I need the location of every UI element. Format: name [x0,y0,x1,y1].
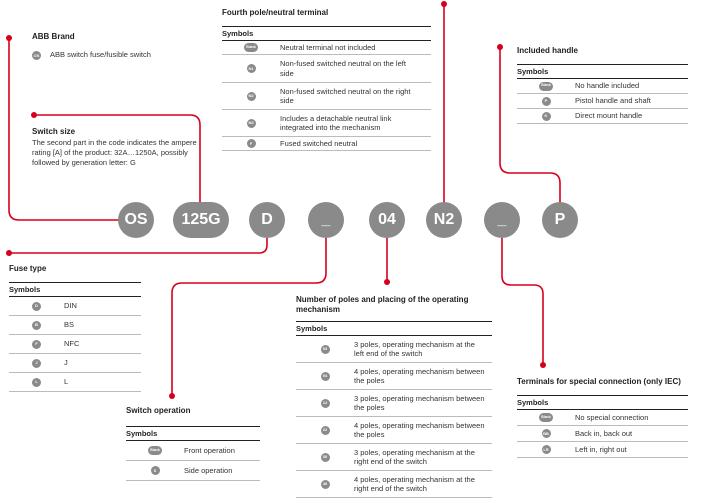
table-row [9,373,141,392]
row-text: 3 poles, operating mechanism at the left end of the switch [354,339,475,358]
connector-dot-switch-size [31,112,37,118]
symbol-badge: Blank [148,446,162,455]
abb-brand-title: ABB Brand [32,32,75,41]
symbol-badge: 03 [321,345,330,354]
row-text: Side operation [184,465,233,475]
symbol-badge: Blank [244,43,258,52]
abb-brand-row [32,50,151,60]
table-row [222,137,431,151]
table-row [296,363,492,390]
row-text: 3 poles, operating mechanism at the right end of the switch [354,447,475,466]
table-row [222,55,431,83]
terminals-table [517,395,688,458]
row-text: NFC [64,339,80,349]
fourth-pole-table-header: Symbols [222,26,431,41]
row-text: Pistol handle and shaft [575,96,651,106]
connector-dot-switch-operation [169,393,175,399]
table-row [9,335,141,354]
code-switch-operation: _ [308,202,344,238]
symbol-badge: B [32,321,41,330]
symbol-badge: D [32,302,41,311]
connector-dot-fuse-type [6,250,12,256]
symbol-badge: BB [542,429,551,438]
symbol-badge: J [32,359,41,368]
row-text: Fused switched neutral [280,138,358,148]
connector-dot-handle [497,44,503,50]
terminals-title: Terminals for special connection (only IEC) [517,377,681,386]
table-row [9,297,141,316]
row-text: 3 poles, operating mechanism between the poles [354,393,485,412]
switch-operation-table [126,426,260,481]
row-text: Includes a detachable neutral link integrated into the mechanism [280,113,392,132]
code-handle: P [542,202,578,238]
code-fourth-pole: N2 [426,202,462,238]
connector-dot-fourth-pole [441,1,447,7]
handle-title: Included handle [517,46,578,55]
table-row [222,83,431,110]
connector-fuse-type [9,238,267,253]
table-row [296,417,492,444]
symbol-badge: F [32,340,41,349]
symbol-badge: L [32,378,41,387]
symbol-badge: 40 [321,480,330,489]
symbol-badge: Blank [539,413,553,422]
table-row [126,461,260,481]
handle-table [517,64,688,124]
poles-title: Number of poles and placing of the operating mechanism [296,295,469,314]
table-row [517,426,688,442]
connector-dot-poles [384,279,390,285]
table-row [296,444,492,471]
table-row [222,110,431,137]
switch-operation-table-header: Symbols [126,426,260,441]
row-text: Front operation [184,445,235,455]
symbol-badge: 22 [321,426,330,435]
row-text: 4 poles, operating mechanism between the poles [354,366,485,385]
code-terminals: _ [484,202,520,238]
symbol-badge: P [542,97,551,106]
symbol-badge: 12 [321,399,330,408]
row-text: Non-fused switched neutral on the left side [280,59,406,78]
row-text: Neutral terminal not included [280,42,376,52]
abb-brand-text: ABB switch fuse/fusible switch [50,50,151,59]
fourth-pole-title: Fourth pole/neutral terminal [222,8,329,17]
table-row [517,94,688,109]
abb-brand-badge: OS [33,52,40,58]
fuse-type-table-header: Symbols [9,282,141,297]
row-text: Back in, back out [575,428,633,438]
table-row [9,316,141,335]
symbol-badge: Blank [539,82,553,91]
terminals-table-header: Symbols [517,395,688,410]
table-row [126,441,260,461]
switch-operation-title: Switch operation [126,406,191,415]
symbol-badge: 30 [321,453,330,462]
symbol-badge: N2 [247,92,256,101]
symbol-badge: 04 [321,372,330,381]
row-text: Left in, right out [575,444,627,454]
row-text: Direct mount handle [575,111,643,121]
poles-table [296,321,492,498]
row-text: L [64,377,69,387]
code-switch-size: 125G [173,202,229,238]
table-row [222,41,431,55]
code-poles: 04 [369,202,405,238]
fourth-pole-table [222,26,431,151]
row-text: J [64,358,68,368]
symbol-badge: S [151,466,160,475]
symbol-badge: N3 [247,119,256,128]
symbol-badge: K [542,112,551,121]
handle-table-header: Symbols [517,64,688,79]
code-os: OS [118,202,154,238]
row-text: 4 poles, operating mechanism between the poles [354,420,485,439]
row-text: No special connection [575,412,649,422]
table-row [296,390,492,417]
code-fuse-type: D [249,202,285,238]
table-row [9,354,141,373]
row-text: DIN [64,301,77,311]
fuse-type-table [9,282,141,392]
table-row [296,471,492,498]
connector-dot-terminals [540,362,546,368]
row-text: 4 poles, operating mechanism at the right end of the switch [354,474,475,493]
switch-size-text: The second part in the code indicates the ampere rating [A] of the product: 32A…1250A, possibly followed by generation letter: G [32,138,197,167]
table-row [517,410,688,426]
connector-dot-abb-brand [6,35,12,41]
connector-terminals [502,238,543,365]
table-row [517,109,688,124]
symbol-badge: N1 [247,64,256,73]
symbol-badge: LR [542,445,551,454]
table-row [517,442,688,458]
row-text: BS [64,320,75,330]
table-row [296,336,492,363]
table-row [517,79,688,94]
row-text: No handle included [575,81,640,91]
symbol-badge: F [247,139,256,148]
fuse-type-title: Fuse type [9,264,47,273]
row-text: Non-fused switched neutral on the right side [280,86,411,105]
poles-table-header: Symbols [296,321,492,336]
switch-size-title: Switch size [32,127,76,136]
